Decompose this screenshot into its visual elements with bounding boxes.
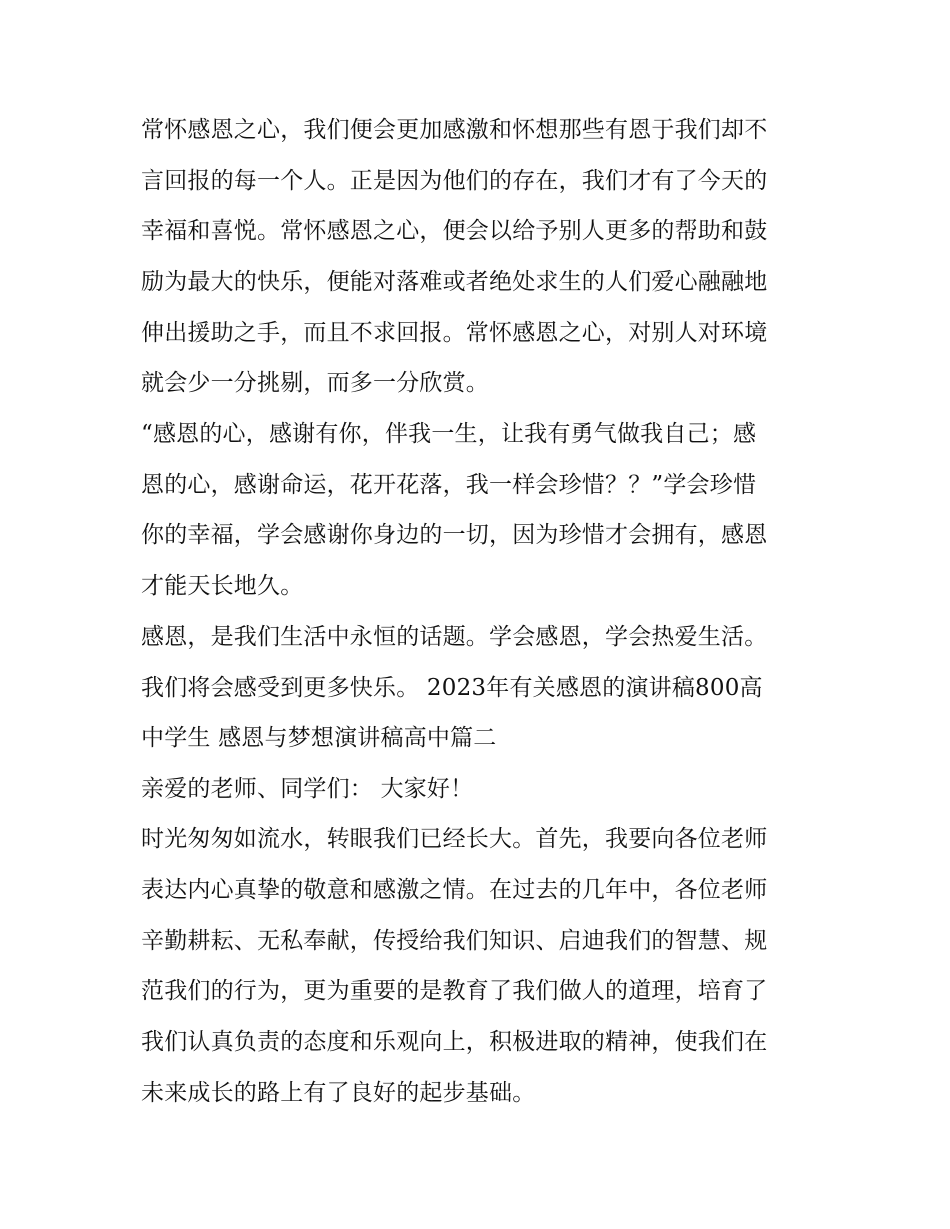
text-line: 我们将会感受到更多快乐。 2023年有关感恩的演讲稿800高 xyxy=(141,675,763,701)
text-line: 中学生 感恩与梦想演讲稿高中篇二 xyxy=(141,725,497,751)
text-line: 恩的心，感谢命运，花开花落，我一样会珍惜？？”学会珍惜 xyxy=(141,472,757,498)
text-line: 常怀感恩之心，我们便会更加感激和怀想那些有恩于我们却不 xyxy=(141,117,768,143)
text-line: 亲爱的老师、同学们： 大家好！ xyxy=(141,776,474,802)
text-line: 幸福和喜悦。常怀感恩之心，便会以给予别人更多的帮助和鼓 xyxy=(141,218,768,244)
text-line: 才能天长地久。 xyxy=(141,573,304,599)
text-line: 励为最大的快乐，便能对落难或者绝处求生的人们爱心融融地 xyxy=(141,269,768,295)
text-line: 时光匆匆如流水，转眼我们已经长大。首先，我要向各位老师 xyxy=(141,826,768,852)
text-line: 表达内心真挚的敬意和感激之情。在过去的几年中，各位老师 xyxy=(141,877,768,903)
text-line: 就会少一分挑剔，而多一分欣赏。 xyxy=(141,370,489,396)
text-line: 你的幸福，学会感谢你身边的一切，因为珍惜才会拥有，感恩 xyxy=(141,522,768,548)
text-line: 言回报的每一个人。正是因为他们的存在，我们才有了今天的 xyxy=(141,168,768,194)
text-line: 范我们的行为，更为重要的是教育了我们做人的道理，培育了 xyxy=(141,978,768,1004)
text-line: “感恩的心，感谢有你，伴我一生，让我有勇气做我自己；感 xyxy=(141,421,757,447)
text-line: 我们认真负责的态度和乐观向上，积极进取的精神，使我们在 xyxy=(141,1029,768,1055)
text-line: 感恩，是我们生活中永恒的话题。学会感恩，学会热爱生活。 xyxy=(141,624,768,650)
text-line: 伸出援助之手，而且不求回报。常怀感恩之心，对别人对环境 xyxy=(141,320,768,346)
text-line: 未来成长的路上有了良好的起步基础。 xyxy=(141,1080,536,1106)
text-line: 辛勤耕耘、无私奉献，传授给我们知识、启迪我们的智慧、规 xyxy=(141,928,768,954)
